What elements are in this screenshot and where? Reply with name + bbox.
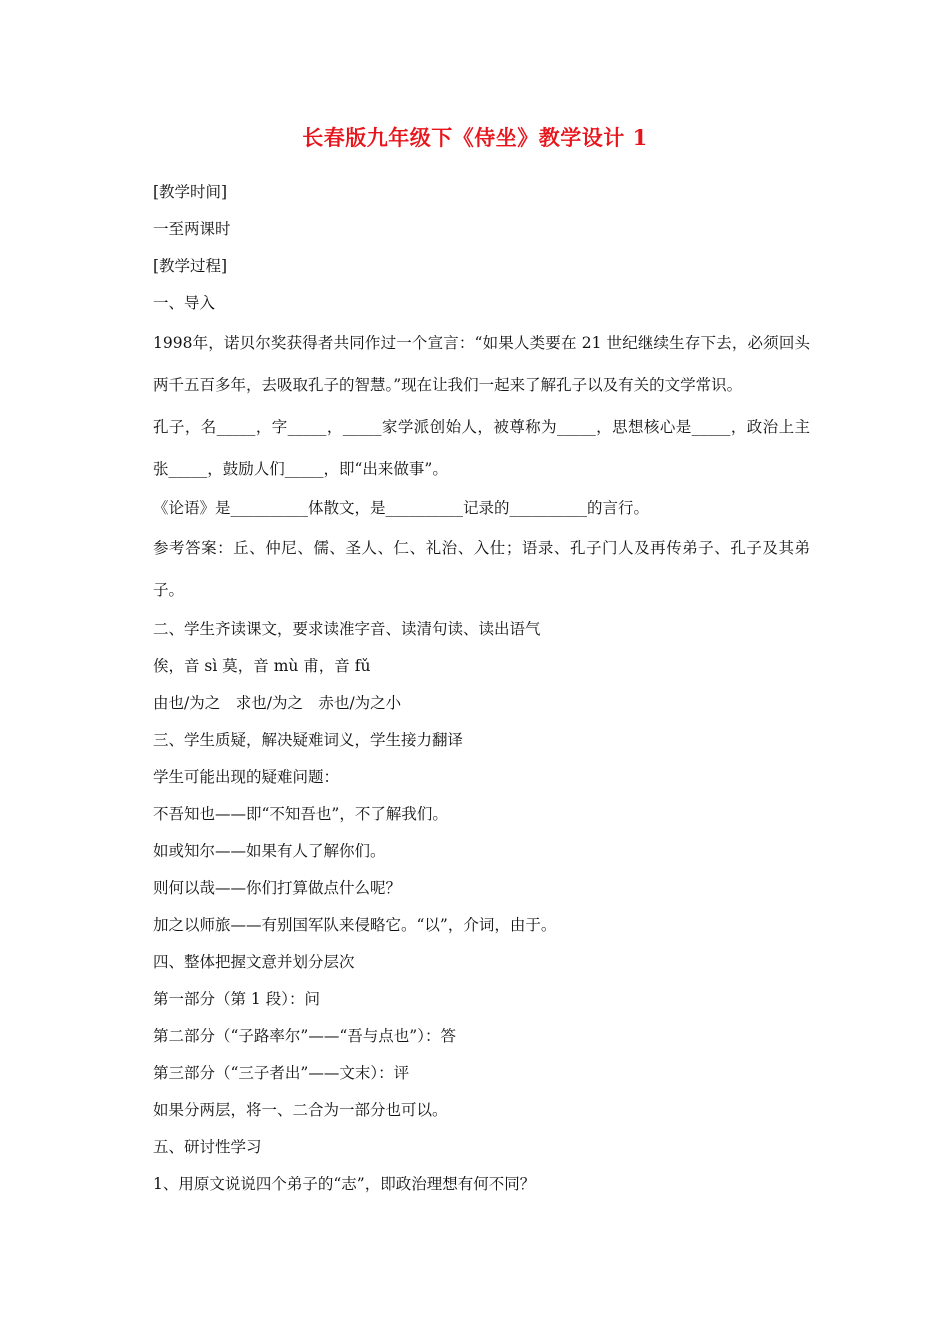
paragraph: 学生可能出现的疑难问题： (153, 768, 340, 786)
list-item: 第一部分（第 1 段）：问 (153, 990, 320, 1008)
section-heading: 四、整体把握文意并划分层次 (153, 953, 355, 971)
paragraph-confucius-blanks: 孔子，名_____，字_____，_____家学派创始人，被尊称为_____，思想核心是_____，政治上主张_____，鼓励人们_____，即“出来做事”。 (153, 418, 810, 478)
list-item: 第三部分（“三子者出”——文末）：评 (153, 1064, 410, 1082)
list-item: 不吾知也——即“不知吾也”，不了解我们。 (153, 805, 448, 823)
section-heading: 二、学生齐读课文，要求读准字音、读清句读、读出语气 (153, 620, 541, 638)
section-label-teaching-time: [教学时间] (153, 183, 228, 201)
section-heading: 三、学生质疑，解决疑难词义，学生接力翻译 (153, 731, 464, 749)
paragraph: 一至两课时 (153, 220, 231, 238)
section-heading: 一、导入 (153, 294, 216, 312)
section-heading: 五、研讨性学习 (153, 1138, 262, 1156)
paragraph-intro: 1998年，诺贝尔奖获得者共同作过一个宣言：“如果人类要在 21 世纪继续生存下去，必须回头两千五百多年，去吸取孔子的智慧。”现在让我们一起来了解孔子以及有关的文学常识。 (153, 334, 810, 394)
paragraph-answers: 参考答案：丘、仲尼、儒、圣人、仁、礼治、入仕；语录、孔子门人及再传弟子、孔子及其弟子。 (153, 539, 810, 599)
document-body (145, 174, 810, 1203)
list-item: 加之以师旅——有别国军队来侵略它。“以”，介词，由于。 (153, 916, 557, 934)
question-item: 1、用原文说说四个弟子的“志”，即政治理想有何不同？ (153, 1175, 536, 1193)
paragraph-pauses: 由也/为之 求也/为之 赤也/为之小 (153, 694, 402, 712)
list-item: 如或知尔——如果有人了解你们。 (153, 842, 386, 860)
paragraph: 如果分两层，将一、二合为一部分也可以。 (153, 1101, 448, 1119)
document-title: 长春版九年级下《侍坐》教学设计 1 (302, 125, 648, 150)
section-label-teaching-process: [教学过程] (153, 257, 228, 275)
paragraph-lunyu-blanks: 《论语》是__________体散文，是__________记录的__________的言行。 (153, 499, 650, 517)
list-item: 第二部分（“子路率尔”——“吾与点也”）：答 (153, 1027, 456, 1045)
list-item: 则何以哉——你们打算做点什么呢？ (153, 879, 402, 897)
paragraph-pronunciation: 俟，音 sì 莫，音 mù 甫，音 fǔ (153, 657, 371, 675)
